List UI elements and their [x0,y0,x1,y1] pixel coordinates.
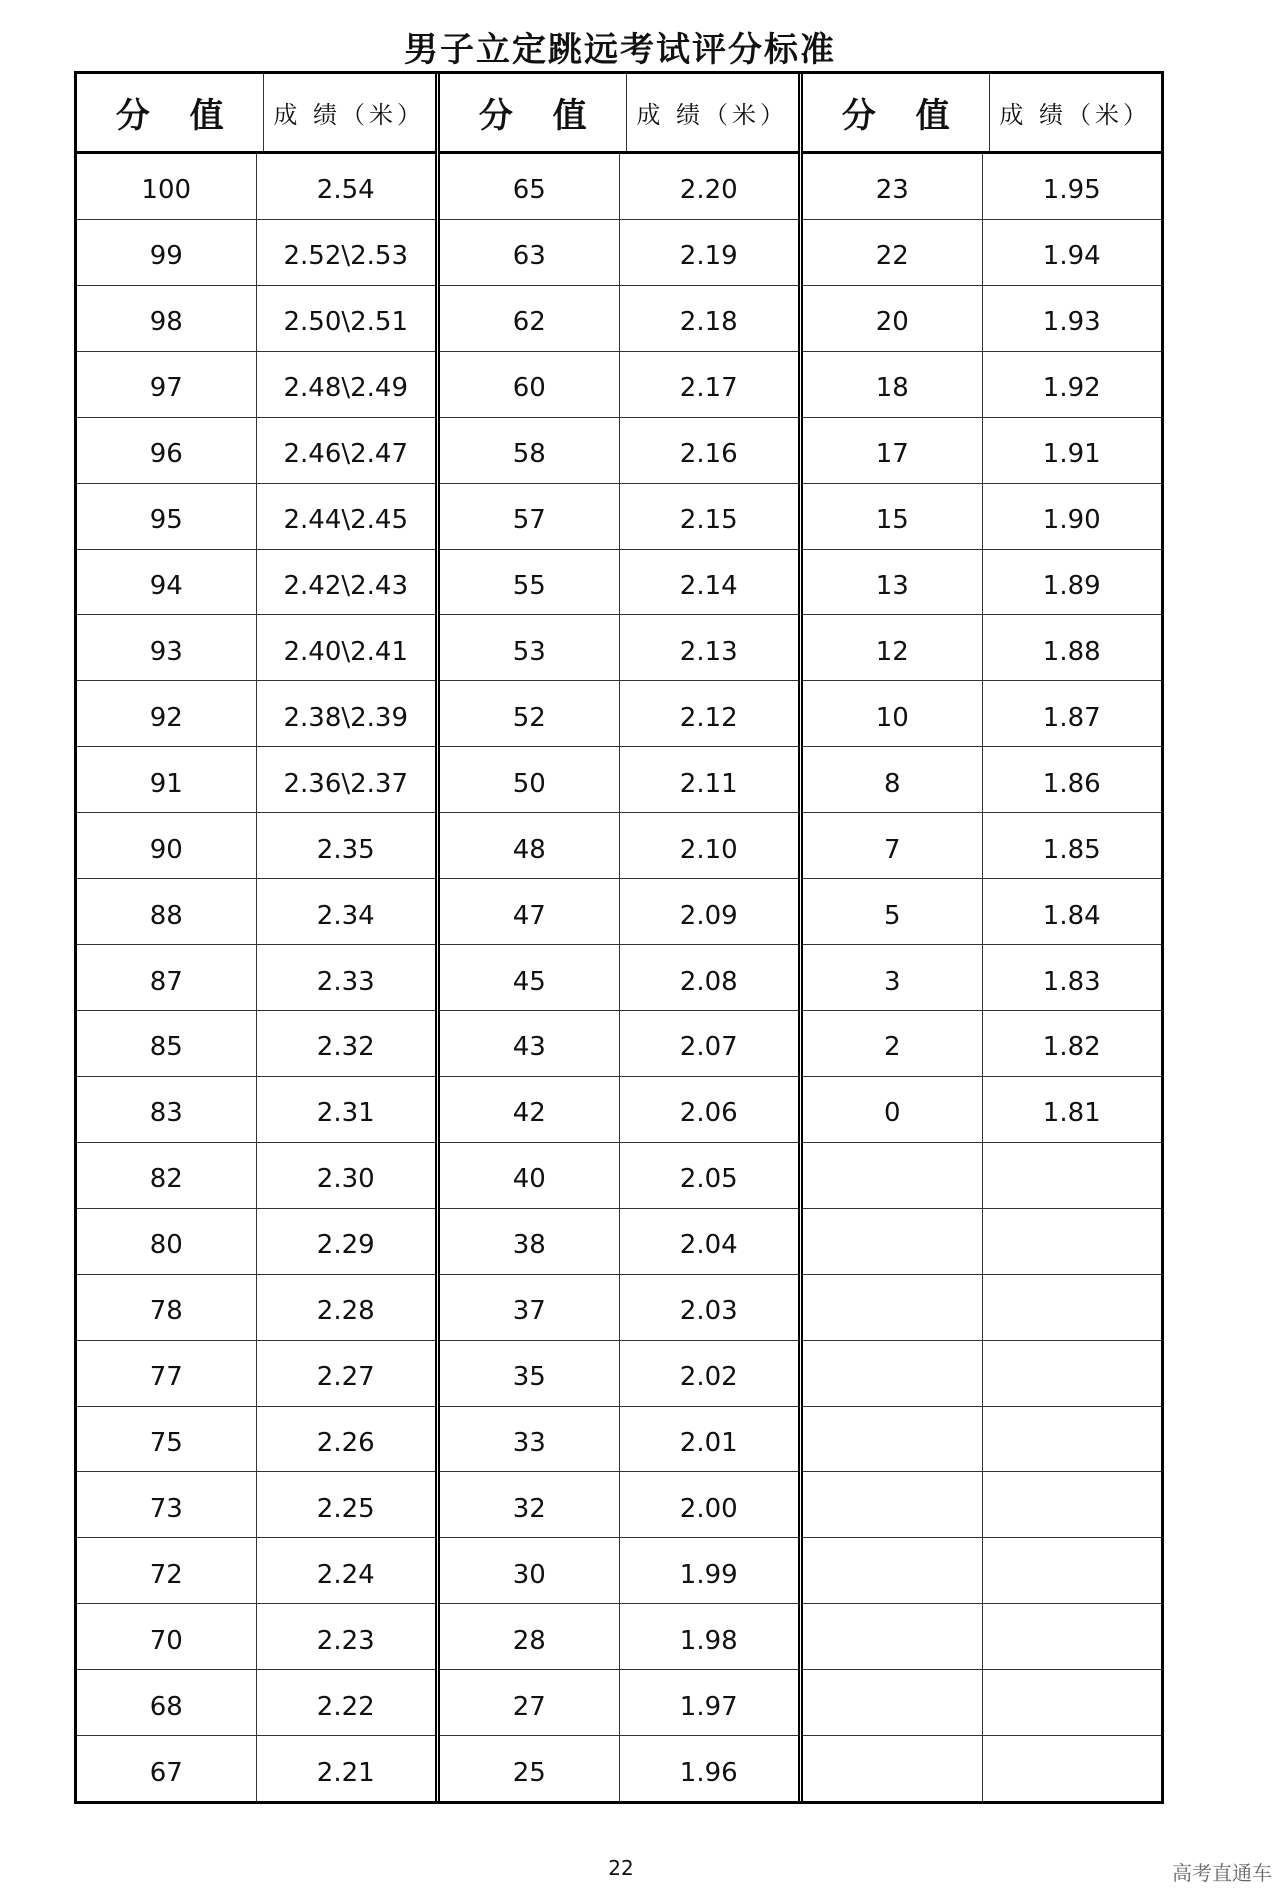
score-cell: 75 [149,1427,183,1458]
result-cell: 2.03 [619,1275,799,1340]
result-cell: 2.34 [256,879,436,944]
result-cell: 1.86 [982,747,1162,812]
score-cell: 55 [512,570,546,601]
table-row [803,944,1161,1010]
table-row [440,1735,798,1801]
document-title: 男子立定跳远考试评分标准 [404,30,836,70]
score-cell: 93 [149,636,183,667]
result-cell: 1.81 [982,1077,1162,1142]
score-cell: 68 [149,1691,183,1722]
score-cell: 87 [149,966,183,997]
table-body [803,154,1161,1801]
score-cell: 23 [875,175,909,206]
score-cell: 25 [512,1757,546,1788]
score-cell: 32 [512,1493,546,1524]
table-row [440,1471,798,1537]
table-row [77,1010,435,1076]
result-cell: 2.13 [619,615,799,680]
result-cell: 1.89 [982,550,1162,615]
result-cell: 1.98 [619,1604,799,1669]
result-cell: 2.15 [619,484,799,549]
table-row [803,746,1161,812]
result-cell: 2.46\2.47 [256,418,436,483]
score-cell: 99 [149,241,183,272]
result-cell: 2.08 [619,945,799,1010]
table-row [77,417,435,483]
result-cell: 2.50\2.51 [256,286,436,351]
result-cell [982,1407,1162,1472]
table-header [77,74,435,154]
table-row [440,417,798,483]
result-cell: 2.27 [256,1341,436,1406]
result-cell: 2.21 [256,1736,436,1801]
result-cell: 1.97 [619,1670,799,1735]
score-cell: 50 [512,768,546,799]
result-column-header: 成 绩（米） [263,74,436,151]
score-cell: 72 [149,1559,183,1590]
score-cell: 20 [875,307,909,338]
score-cell: 97 [149,373,183,404]
score-cell: 90 [149,834,183,865]
score-cell [803,1143,982,1208]
result-cell: 1.84 [982,879,1162,944]
score-cell: 8 [883,768,901,799]
table-row [803,1603,1161,1669]
table-row [440,746,798,812]
table-row [440,1208,798,1274]
table-row [440,1076,798,1142]
table-row [77,1537,435,1603]
score-cell: 100 [141,175,192,206]
score-cell: 43 [512,1032,546,1063]
score-cell [803,1538,982,1603]
result-cell [982,1143,1162,1208]
score-cell: 58 [512,439,546,470]
result-cell: 2.35 [256,813,436,878]
score-column-header: 分 值 [115,96,238,136]
score-cell: 22 [875,241,909,272]
table-row [803,1010,1161,1076]
result-cell [982,1275,1162,1340]
score-cell: 52 [512,702,546,733]
table-row [77,1669,435,1735]
score-cell: 42 [512,1098,546,1129]
score-cell: 30 [512,1559,546,1590]
table-row [803,483,1161,549]
score-cell: 40 [512,1164,546,1195]
table-row [803,1076,1161,1142]
table-row [803,417,1161,483]
table-row [803,878,1161,944]
table-row [77,944,435,1010]
score-cell: 47 [512,900,546,931]
result-cell: 2.19 [619,220,799,285]
table-row [440,1340,798,1406]
result-cell: 2.33 [256,945,436,1010]
table-row [440,219,798,285]
result-cell: 2.16 [619,418,799,483]
score-cell: 88 [149,900,183,931]
score-cell: 78 [149,1296,183,1327]
table-row [440,154,798,219]
table-row [803,680,1161,746]
score-cell: 45 [512,966,546,997]
result-cell: 1.88 [982,615,1162,680]
result-cell: 2.14 [619,550,799,615]
score-cell: 73 [149,1493,183,1524]
score-cell: 7 [883,834,901,865]
result-cell: 2.29 [256,1209,436,1274]
score-cell: 91 [149,768,183,799]
score-cell: 60 [512,373,546,404]
table-row [440,812,798,878]
table-group-2 [435,74,798,1801]
result-cell: 2.40\2.41 [256,615,436,680]
score-cell: 67 [149,1757,183,1788]
table-row [77,1340,435,1406]
score-cell: 18 [875,373,909,404]
table-row [77,614,435,680]
table-group-3 [798,74,1161,1801]
score-cell: 5 [883,900,901,931]
result-cell [982,1538,1162,1603]
table-row [440,680,798,746]
score-cell [803,1736,982,1801]
result-cell: 2.52\2.53 [256,220,436,285]
table-row [77,351,435,417]
score-cell: 80 [149,1230,183,1261]
result-cell: 1.85 [982,813,1162,878]
result-cell: 2.38\2.39 [256,681,436,746]
score-cell: 98 [149,307,183,338]
table-row [803,1669,1161,1735]
result-cell [982,1736,1162,1801]
result-cell: 1.94 [982,220,1162,285]
score-cell: 35 [512,1362,546,1393]
table-row [803,1208,1161,1274]
score-cell: 38 [512,1230,546,1261]
watermark-text: 高考直通车 [1172,1861,1272,1885]
result-cell: 2.11 [619,747,799,812]
table-body [440,154,798,1801]
table-row [77,746,435,812]
table-row [803,812,1161,878]
score-cell: 3 [883,966,901,997]
table-row [77,1735,435,1801]
result-cell: 1.82 [982,1011,1162,1076]
score-cell: 28 [512,1625,546,1656]
score-cell [803,1275,982,1340]
result-cell: 1.91 [982,418,1162,483]
table-row [440,878,798,944]
score-cell [803,1341,982,1406]
table-row [440,614,798,680]
result-cell: 2.00 [619,1472,799,1537]
score-cell: 83 [149,1098,183,1129]
score-cell: 65 [512,175,546,206]
table-row [803,219,1161,285]
score-cell: 94 [149,570,183,601]
table-row [440,285,798,351]
result-cell: 2.12 [619,681,799,746]
table-row [440,944,798,1010]
score-cell: 0 [883,1098,901,1129]
result-cell [982,1604,1162,1669]
table-group-1 [77,74,435,1801]
table-row [77,878,435,944]
result-cell: 2.18 [619,286,799,351]
result-cell: 2.26 [256,1407,436,1472]
result-cell: 2.04 [619,1209,799,1274]
score-cell: 37 [512,1296,546,1327]
score-column-header: 分 值 [841,96,964,136]
score-cell: 70 [149,1625,183,1656]
table-row [77,154,435,219]
table-row [77,1471,435,1537]
score-cell: 15 [875,505,909,536]
result-cell: 2.32 [256,1011,436,1076]
result-cell: 2.36\2.37 [256,747,436,812]
table-row [440,483,798,549]
table-row [440,1142,798,1208]
result-cell: 1.96 [619,1736,799,1801]
table-row [77,1603,435,1669]
result-cell: 1.87 [982,681,1162,746]
result-cell: 1.99 [619,1538,799,1603]
result-cell: 2.24 [256,1538,436,1603]
score-cell: 95 [149,505,183,536]
result-cell: 2.05 [619,1143,799,1208]
score-cell [803,1472,982,1537]
result-cell: 2.28 [256,1275,436,1340]
table-row [77,219,435,285]
result-cell: 2.30 [256,1143,436,1208]
score-cell: 92 [149,702,183,733]
table-row [440,1669,798,1735]
table-row [440,1537,798,1603]
result-cell: 2.06 [619,1077,799,1142]
score-cell: 62 [512,307,546,338]
table-row [77,1142,435,1208]
result-cell: 2.22 [256,1670,436,1735]
result-cell: 1.95 [982,154,1162,219]
table-row [77,285,435,351]
table-row [803,1406,1161,1472]
score-cell: 2 [883,1032,901,1063]
result-cell: 2.07 [619,1011,799,1076]
score-cell: 82 [149,1164,183,1195]
result-cell: 2.20 [619,154,799,219]
score-column-header: 分 值 [478,96,601,136]
result-cell: 1.90 [982,484,1162,549]
result-cell [982,1670,1162,1735]
table-row [803,614,1161,680]
score-cell: 53 [512,636,546,667]
result-cell: 2.02 [619,1341,799,1406]
score-cell: 77 [149,1362,183,1393]
result-cell: 2.01 [619,1407,799,1472]
result-cell: 2.17 [619,352,799,417]
score-cell: 48 [512,834,546,865]
score-cell: 13 [875,570,909,601]
score-cell: 57 [512,505,546,536]
result-cell: 2.09 [619,879,799,944]
result-cell: 2.54 [256,154,436,219]
table-row [77,812,435,878]
result-cell [982,1472,1162,1537]
result-cell: 2.31 [256,1077,436,1142]
table-row [803,1340,1161,1406]
table-body [77,154,435,1801]
table-row [803,1735,1161,1801]
table-row [440,1010,798,1076]
score-cell: 10 [875,702,909,733]
table-row [803,549,1161,615]
score-cell: 63 [512,241,546,272]
score-cell: 17 [875,439,909,470]
table-row [803,285,1161,351]
result-column-header: 成 绩（米） [989,74,1162,151]
result-cell: 1.93 [982,286,1162,351]
score-cell: 33 [512,1427,546,1458]
table-row [440,1406,798,1472]
result-cell: 2.23 [256,1604,436,1669]
score-cell [803,1670,982,1735]
result-cell [982,1341,1162,1406]
scoring-table [74,71,1164,1804]
result-column-header: 成 绩（米） [626,74,799,151]
table-row [803,1274,1161,1340]
table-row [440,351,798,417]
table-row [803,1471,1161,1537]
score-cell: 96 [149,439,183,470]
score-cell [803,1407,982,1472]
score-cell [803,1209,982,1274]
table-row [440,1274,798,1340]
table-row [803,1537,1161,1603]
result-cell: 2.42\2.43 [256,550,436,615]
table-row [803,1142,1161,1208]
result-cell [982,1209,1162,1274]
result-cell: 2.25 [256,1472,436,1537]
score-cell: 85 [149,1032,183,1063]
page-number: 22 [608,1856,634,1880]
table-row [77,680,435,746]
table-row [77,1076,435,1142]
score-cell: 27 [512,1691,546,1722]
result-cell: 2.48\2.49 [256,352,436,417]
table-row [77,1208,435,1274]
score-cell: 12 [875,636,909,667]
table-row [77,549,435,615]
table-row [440,1603,798,1669]
table-row [803,154,1161,219]
table-header [803,74,1161,154]
score-cell [803,1604,982,1669]
result-cell: 2.44\2.45 [256,484,436,549]
result-cell: 1.83 [982,945,1162,1010]
table-row [77,483,435,549]
result-cell: 2.10 [619,813,799,878]
table-row [77,1274,435,1340]
table-row [77,1406,435,1472]
result-cell: 1.92 [982,352,1162,417]
table-row [440,549,798,615]
table-header [440,74,798,154]
table-row [803,351,1161,417]
